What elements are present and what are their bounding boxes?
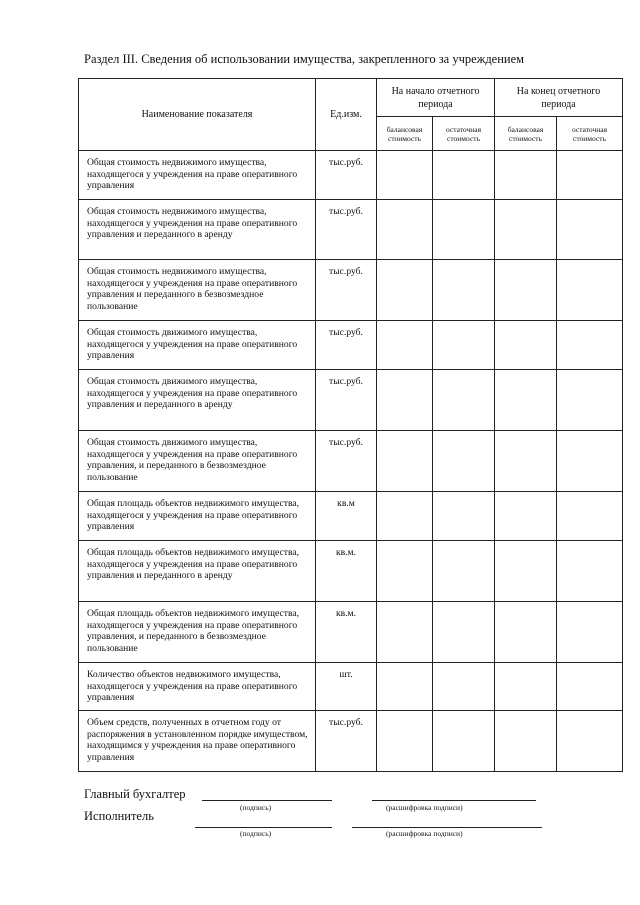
value-cell[interactable] (433, 711, 495, 772)
value-cell[interactable] (433, 541, 495, 602)
chief-accountant-decoding-line[interactable] (372, 800, 536, 801)
value-cell[interactable] (495, 541, 557, 602)
value-cell[interactable] (557, 260, 623, 321)
value-cell[interactable] (557, 370, 623, 431)
row-name: Общая площадь объектов недвижимого имущества, находящегося у учреждения на праве оперативного управления, и переданного в безвозмездное пользование (79, 602, 316, 663)
row-unit: тыс.руб. (316, 321, 377, 370)
value-cell[interactable] (433, 492, 495, 541)
decoding-caption: (расшифровка подписи) (386, 829, 463, 838)
row-name: Общая стоимость движимого имущества, находящегося у учреждения на праве оперативного управления, и переданного в безвозмездное пользование (79, 431, 316, 492)
header-period-start: На начало отчетного периода (377, 79, 495, 117)
value-cell[interactable] (495, 260, 557, 321)
value-cell[interactable] (495, 370, 557, 431)
value-cell[interactable] (495, 663, 557, 711)
value-cell[interactable] (433, 370, 495, 431)
table-row (79, 541, 623, 602)
value-cell[interactable] (557, 541, 623, 602)
value-cell[interactable] (377, 151, 433, 200)
value-cell[interactable] (557, 200, 623, 260)
row-unit: шт. (316, 663, 377, 711)
value-cell[interactable] (433, 663, 495, 711)
value-cell[interactable] (495, 492, 557, 541)
row-name: Общая стоимость недвижимого имущества, находящегося у учреждения на праве оперативного управления и переданного в безвозмездное пользование (79, 260, 316, 321)
row-unit: тыс.руб. (316, 260, 377, 321)
value-cell[interactable] (557, 492, 623, 541)
value-cell[interactable] (495, 321, 557, 370)
table-row (79, 492, 623, 541)
value-cell[interactable] (433, 260, 495, 321)
signature-caption: (подпись) (240, 829, 272, 838)
row-name: Общая стоимость недвижимого имущества, находящегося у учреждения на праве оперативного управления (79, 151, 316, 200)
row-name: Общая стоимость движимого имущества, находящегося у учреждения на праве оперативного управления (79, 321, 316, 370)
row-name: Общая площадь объектов недвижимого имущества, находящегося у учреждения на праве оперативного управления (79, 492, 316, 541)
value-cell[interactable] (377, 711, 433, 772)
table-row (79, 260, 623, 321)
header-residual-start: остаточная стоимость (433, 117, 495, 151)
value-cell[interactable] (433, 200, 495, 260)
signature-caption: (подпись) (240, 803, 272, 812)
row-unit: тыс.руб. (316, 151, 377, 200)
executor-signature-line[interactable] (195, 827, 332, 828)
table-row (79, 431, 623, 492)
value-cell[interactable] (433, 431, 495, 492)
chief-accountant-signature-line[interactable] (202, 800, 332, 801)
header-residual-end: остаточная стоимость (557, 117, 623, 151)
row-name: Общая стоимость недвижимого имущества, находящегося у учреждения на праве оперативного управления и переданного в аренду (79, 200, 316, 260)
header-indicator-name: Наименование показателя (79, 79, 316, 151)
value-cell[interactable] (377, 602, 433, 663)
chief-accountant-label: Главный бухгалтер (84, 787, 186, 801)
table-row (79, 711, 623, 772)
value-cell[interactable] (557, 602, 623, 663)
value-cell[interactable] (377, 260, 433, 321)
table-row (79, 321, 623, 370)
value-cell[interactable] (557, 431, 623, 492)
header-unit: Ед.изм. (316, 79, 377, 151)
value-cell[interactable] (377, 541, 433, 602)
value-cell[interactable] (495, 711, 557, 772)
value-cell[interactable] (377, 492, 433, 541)
value-cell[interactable] (557, 711, 623, 772)
header-balance-end: балансовая стоимость (495, 117, 557, 151)
table-row (79, 370, 623, 431)
row-name: Общая стоимость движимого имущества, находящегося у учреждения на праве оперативного управления и переданного в аренду (79, 370, 316, 431)
value-cell[interactable] (433, 151, 495, 200)
table-row (79, 663, 623, 711)
value-cell[interactable] (377, 321, 433, 370)
value-cell[interactable] (433, 602, 495, 663)
value-cell[interactable] (377, 370, 433, 431)
value-cell[interactable] (557, 663, 623, 711)
header-balance-start: балансовая стоимость (377, 117, 433, 151)
table-row (79, 200, 623, 260)
row-name: Количество объектов недвижимого имущества, находящегося у учреждения на праве оперативного управления (79, 663, 316, 711)
table-row (79, 151, 623, 200)
row-unit: тыс.руб. (316, 431, 377, 492)
row-name: Общая площадь объектов недвижимого имущества, находящегося у учреждения на праве оперативного управления и переданного в аренду (79, 541, 316, 602)
row-unit: кв.м. (316, 541, 377, 602)
value-cell[interactable] (377, 431, 433, 492)
value-cell[interactable] (433, 321, 495, 370)
executor-label: Исполнитель (84, 809, 154, 823)
value-cell[interactable] (377, 200, 433, 260)
table-row (79, 602, 623, 663)
property-usage-table (78, 78, 623, 772)
value-cell[interactable] (495, 431, 557, 492)
section-title: Раздел III. Сведения об использовании имущества, закрепленного за учреждением (84, 52, 525, 66)
row-unit: тыс.руб. (316, 370, 377, 431)
row-unit: тыс.руб. (316, 200, 377, 260)
value-cell[interactable] (557, 321, 623, 370)
header-period-end: На конец отчетного периода (495, 79, 623, 117)
executor-decoding-line[interactable] (352, 827, 542, 828)
value-cell[interactable] (377, 663, 433, 711)
decoding-caption: (расшифровка подписи) (386, 803, 463, 812)
value-cell[interactable] (495, 151, 557, 200)
value-cell[interactable] (495, 200, 557, 260)
row-unit: кв.м. (316, 602, 377, 663)
value-cell[interactable] (557, 151, 623, 200)
value-cell[interactable] (495, 602, 557, 663)
row-unit: кв.м (316, 492, 377, 541)
row-name: Объем средств, полученных в отчетном году от распоряжения в установленном порядке имуществом, находящимся у учреждения на праве оперативного управления (79, 711, 316, 772)
row-unit: тыс.руб. (316, 711, 377, 772)
